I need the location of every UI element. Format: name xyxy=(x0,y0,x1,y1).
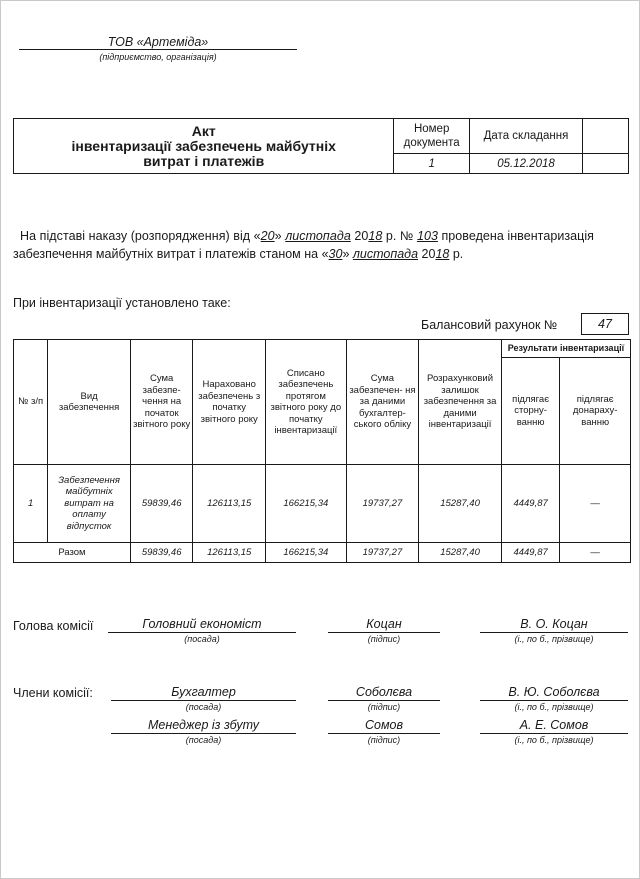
col-header-written-off: Списано забезпечень протягом звітного року до початку інвентаризації xyxy=(266,340,347,465)
member1-position: Бухгалтер xyxy=(111,685,296,701)
state-day: 30 xyxy=(328,247,343,261)
row-written-off: 166215,34 xyxy=(266,465,347,543)
row-book: 19737,27 xyxy=(346,465,419,543)
total-accrued: 126113,15 xyxy=(193,543,266,563)
row-type: Забезпечення майбутніх витрат на оплату відпусток xyxy=(48,465,131,543)
header-empty-cell xyxy=(583,119,629,154)
col-header-start: Сума забезпе- чення на початок звітного року xyxy=(130,340,193,465)
total-label: Разом xyxy=(14,543,131,563)
head-signature: Коцан xyxy=(328,617,440,633)
member1-signature: Соболєва xyxy=(328,685,440,701)
row-start: 59839,46 xyxy=(130,465,193,543)
total-written-off: 166215,34 xyxy=(266,543,347,563)
member2-signature: Сомов xyxy=(328,718,440,734)
col-header-accrued: Нараховано забезпечень з початку звітного року xyxy=(193,340,266,465)
header-empty-cell-2 xyxy=(583,154,629,174)
total-row xyxy=(14,543,631,563)
doc-number: 1 xyxy=(394,154,469,174)
basis-line-2: забезпечення майбутніх витрат і платежів станом на «30» листопада 2018 р. xyxy=(13,247,464,261)
head-position: Головний економіст xyxy=(108,617,296,633)
members-label: Члени комісії: xyxy=(13,686,93,700)
row-number: 1 xyxy=(14,465,48,543)
member1-name-caption: (і., по б., прізвище) xyxy=(514,702,594,712)
head-signature-caption: (підпис) xyxy=(367,634,401,644)
col-header-book: Сума забезпечен- ня за даними бухгалтер- ського обліку xyxy=(346,340,419,465)
member1-position-caption: (посада) xyxy=(185,702,222,712)
doc-number-label: Номер документа xyxy=(394,119,469,154)
col-header-extra: підлягає донараху- ванню xyxy=(560,358,631,465)
head-name-caption: (і., по б., прізвище) xyxy=(514,634,594,644)
col-header-results: Результати інвентаризації xyxy=(501,340,630,358)
member2-position-caption: (посада) xyxy=(185,735,222,745)
total-calc: 15287,40 xyxy=(419,543,502,563)
member2-position: Менеджер із збуту xyxy=(111,718,296,734)
member1-name: В. Ю. Соболєва xyxy=(480,685,628,701)
basis-line-1: На підставі наказу (розпорядження) від «20» листопада 2018 р. № 103 проведена інвентаризація xyxy=(20,229,594,243)
total-book: 19737,27 xyxy=(346,543,419,563)
order-year: 18 xyxy=(368,229,383,243)
org-name: ТОВ «Артеміда» xyxy=(19,35,297,50)
total-storno: 4449,87 xyxy=(501,543,559,563)
member1-signature-caption: (підпис) xyxy=(367,702,401,712)
row-storno: 4449,87 xyxy=(501,465,559,543)
doc-date-label: Дата складання xyxy=(469,119,582,154)
total-extra: — xyxy=(560,543,631,563)
head-name: В. О. Коцан xyxy=(480,617,628,633)
header-table xyxy=(13,118,629,174)
member2-name-caption: (і., по б., прізвище) xyxy=(514,735,594,745)
order-month: листопада xyxy=(285,229,351,243)
col-header-number: № з/п xyxy=(14,340,48,465)
row-accrued: 126113,15 xyxy=(193,465,266,543)
row-extra: — xyxy=(560,465,631,543)
org-caption: (підприємство, організація) xyxy=(99,52,217,62)
table-row xyxy=(14,465,631,543)
state-month: листопада xyxy=(352,247,419,261)
order-day: 20 xyxy=(260,229,275,243)
member2-name: А. Е. Сомов xyxy=(480,718,628,734)
col-header-type: Вид забезпечення xyxy=(48,340,131,465)
order-number: 103 xyxy=(416,229,438,243)
inventory-table xyxy=(13,339,631,563)
established-text: При інвентаризації установлено таке: xyxy=(13,296,231,310)
head-position-caption: (посада) xyxy=(184,634,220,644)
member2-signature-caption: (підпис) xyxy=(367,735,401,745)
head-label: Голова комісії xyxy=(13,619,94,633)
row-calc: 15287,40 xyxy=(419,465,502,543)
balance-label: Балансовий рахунок № xyxy=(421,318,558,332)
doc-date: 05.12.2018 xyxy=(469,154,582,174)
balance-value: 47 xyxy=(581,313,629,335)
col-header-calc: Розрахунковий залишок забезпечення за даними інвентаризації xyxy=(419,340,502,465)
total-start: 59839,46 xyxy=(130,543,193,563)
document-title: Акт інвентаризації забезпечень майбутніх витрат і платежів xyxy=(14,119,394,174)
col-header-storno: підлягає сторну- ванню xyxy=(501,358,559,465)
state-year: 18 xyxy=(435,247,450,261)
